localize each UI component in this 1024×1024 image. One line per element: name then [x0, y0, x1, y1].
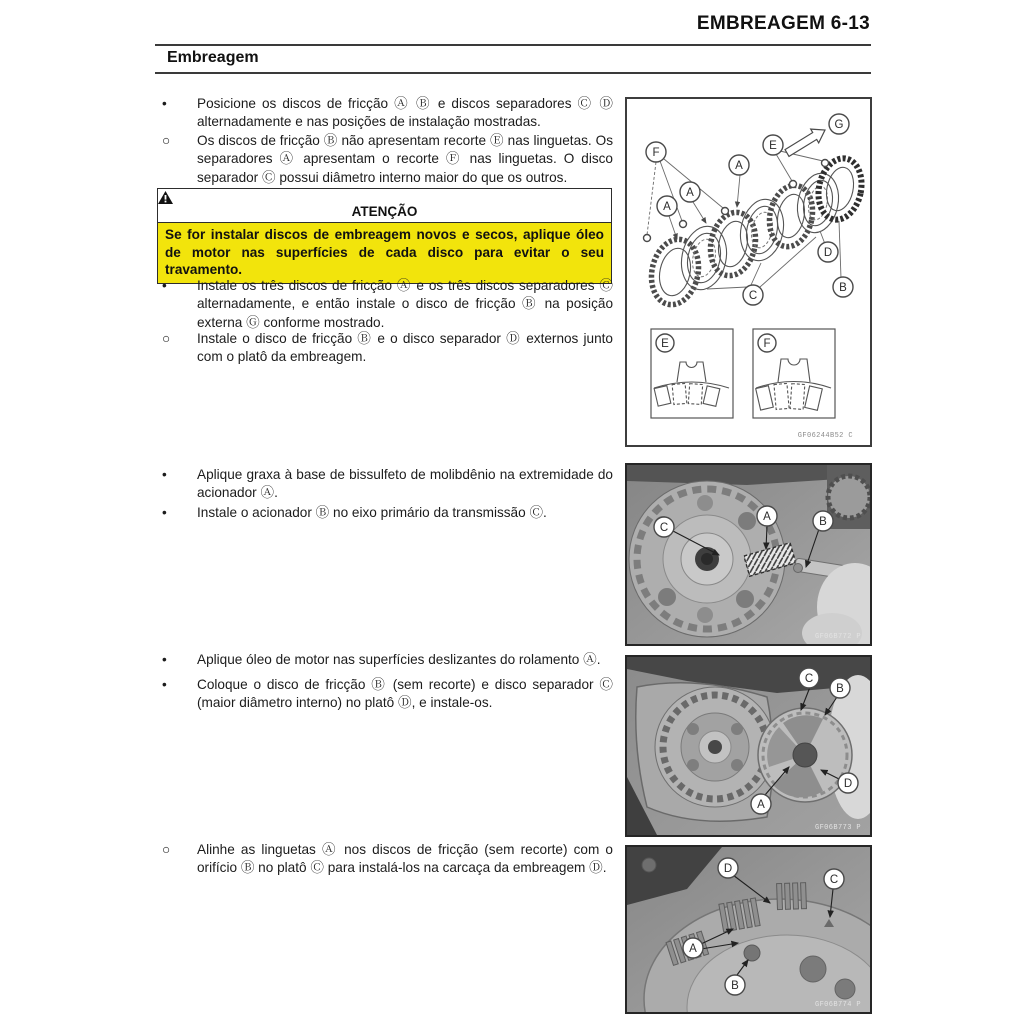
callout-b	[813, 511, 833, 531]
page-header: EMBREAGEM 6-13	[696, 13, 870, 34]
svg-text:A: A	[763, 511, 771, 523]
plate-orifice	[744, 945, 760, 961]
bullet-text: Aplique graxa à base de bissulfeto de molibdênio na extremidade do acionador Ⓐ.	[197, 467, 613, 501]
bullet-marker: ○	[162, 842, 171, 857]
photo-code: GF06B772 P	[814, 633, 861, 641]
bullet-text: Instale os três discos de fricção Ⓐ e os três discos separadores Ⓒ alternadamente, e então instale o disco de fricção Ⓑ na posição externa Ⓖ conforme mostrado.	[197, 278, 613, 330]
callout-e	[763, 135, 783, 155]
bullet-text: Coloque o disco de fricção Ⓑ (sem recorte) e disco separador Ⓒ (maior diâmetro interno) no platô Ⓓ, e instale-os.	[197, 677, 613, 711]
bullet-marker: ○	[162, 331, 171, 346]
figure-code: GF06244B52 C	[797, 432, 853, 440]
svg-text:B: B	[839, 282, 847, 294]
svg-text:A: A	[663, 201, 671, 213]
warning-header	[157, 188, 612, 223]
warning-title: ATENÇÃO	[351, 204, 418, 219]
svg-text:A: A	[757, 799, 765, 811]
callout-a	[751, 794, 771, 814]
svg-text:B: B	[819, 516, 827, 528]
bullet-item	[157, 651, 613, 669]
svg-text:A: A	[689, 943, 697, 955]
header-rule	[155, 44, 871, 46]
callout-c	[799, 668, 819, 688]
clutch-exploded-diagram	[625, 97, 872, 447]
svg-text:C: C	[659, 522, 669, 534]
photo-tab-alignment	[625, 845, 872, 1014]
bullet-marker: •	[162, 278, 167, 293]
section-title: Embreagem	[167, 49, 259, 66]
inset-tab-e	[651, 329, 733, 418]
callout-d	[818, 242, 838, 262]
pressure-plate	[758, 708, 852, 802]
callout-d	[838, 773, 858, 793]
photo-code: GF06B774 P	[814, 1001, 861, 1009]
svg-text:D: D	[843, 778, 853, 790]
bullet-text: Posicione os discos de fricção Ⓐ Ⓑ e discos separadores Ⓒ Ⓓ alternadamente e nas posições de instalação mostradas.	[197, 96, 613, 130]
install-direction-arrow	[785, 129, 825, 156]
svg-text:D: D	[823, 247, 833, 259]
clutch-basket	[655, 687, 775, 807]
svg-text:C: C	[804, 673, 814, 685]
callout-b	[725, 975, 745, 995]
svg-text:A: A	[686, 187, 694, 199]
bullet-text: Instale o acionador Ⓑ no eixo primário da transmissão Ⓒ.	[197, 505, 547, 520]
warning-text: Se for instalar discos de embreagem novos e secos, aplique óleo de motor nas superfícies de cada disco para evitar o seu travamento.	[157, 223, 612, 284]
photo-pressure-plate	[625, 655, 872, 837]
callout-a3	[729, 155, 749, 175]
svg-text:A: A	[735, 160, 743, 172]
bullet-marker: •	[162, 467, 167, 482]
callout-a2	[680, 182, 700, 202]
bullet-item	[157, 676, 613, 713]
svg-text:E: E	[769, 140, 777, 152]
bullet-item	[157, 277, 613, 332]
bullet-item	[157, 504, 613, 522]
bullet-item	[157, 95, 613, 132]
photo-code: GF06B773 P	[814, 824, 861, 832]
svg-text:C: C	[748, 290, 758, 302]
bullet-item	[157, 841, 613, 878]
bullet-text: Aplique óleo de motor nas superfícies deslizantes do rolamento Ⓐ.	[197, 652, 601, 667]
callout-b	[833, 277, 853, 297]
bullet-marker: •	[162, 677, 167, 692]
diagram-callouts	[646, 114, 853, 305]
bullet-marker: •	[162, 96, 167, 111]
svg-text:B: B	[836, 683, 844, 695]
svg-text:D: D	[723, 863, 733, 875]
svg-text:F: F	[763, 338, 771, 350]
callout-a	[757, 506, 777, 526]
bullet-item	[157, 330, 613, 367]
svg-text:C: C	[829, 874, 839, 886]
bullet-marker: •	[162, 505, 167, 520]
warning-triangle-icon	[158, 191, 173, 204]
bullet-text: Instale o disco de fricção Ⓑ e o disco separador Ⓓ externos junto com o platô da embreagem.	[197, 331, 613, 365]
callout-a1	[657, 196, 677, 216]
inset-tab-f	[753, 329, 835, 418]
warning-box	[157, 188, 612, 284]
callout-d	[718, 858, 738, 878]
bullet-text: Os discos de fricção Ⓑ não apresentam recorte Ⓔ nas linguetas. Os separadores Ⓐ apresentam o recorte Ⓕ nas linguetas. O disco separador Ⓒ possui diâmetro interno maior do que os outros.	[197, 133, 613, 185]
background-gear	[828, 476, 870, 518]
bullet-marker: ○	[162, 133, 171, 148]
svg-text:G: G	[834, 119, 844, 131]
callout-c	[824, 869, 844, 889]
callout-c	[654, 517, 674, 537]
title-rule	[155, 72, 871, 74]
callout-f	[646, 142, 666, 162]
svg-text:F: F	[652, 147, 660, 159]
bullet-item	[157, 466, 613, 503]
svg-text:B: B	[731, 980, 739, 992]
callout-c	[743, 285, 763, 305]
callout-b	[830, 678, 850, 698]
svg-text:E: E	[661, 338, 669, 350]
callout-a	[683, 938, 703, 958]
callout-g	[829, 114, 849, 134]
bullet-text: Alinhe as linguetas Ⓐ nos discos de fricção (sem recorte) com o orifício Ⓑ no platô Ⓒ para instalá-los na carcaça da embreagem Ⓓ.	[197, 842, 613, 876]
bullet-marker: •	[162, 652, 167, 667]
photo-pushrod-install	[625, 463, 872, 646]
bullet-item	[157, 132, 613, 187]
